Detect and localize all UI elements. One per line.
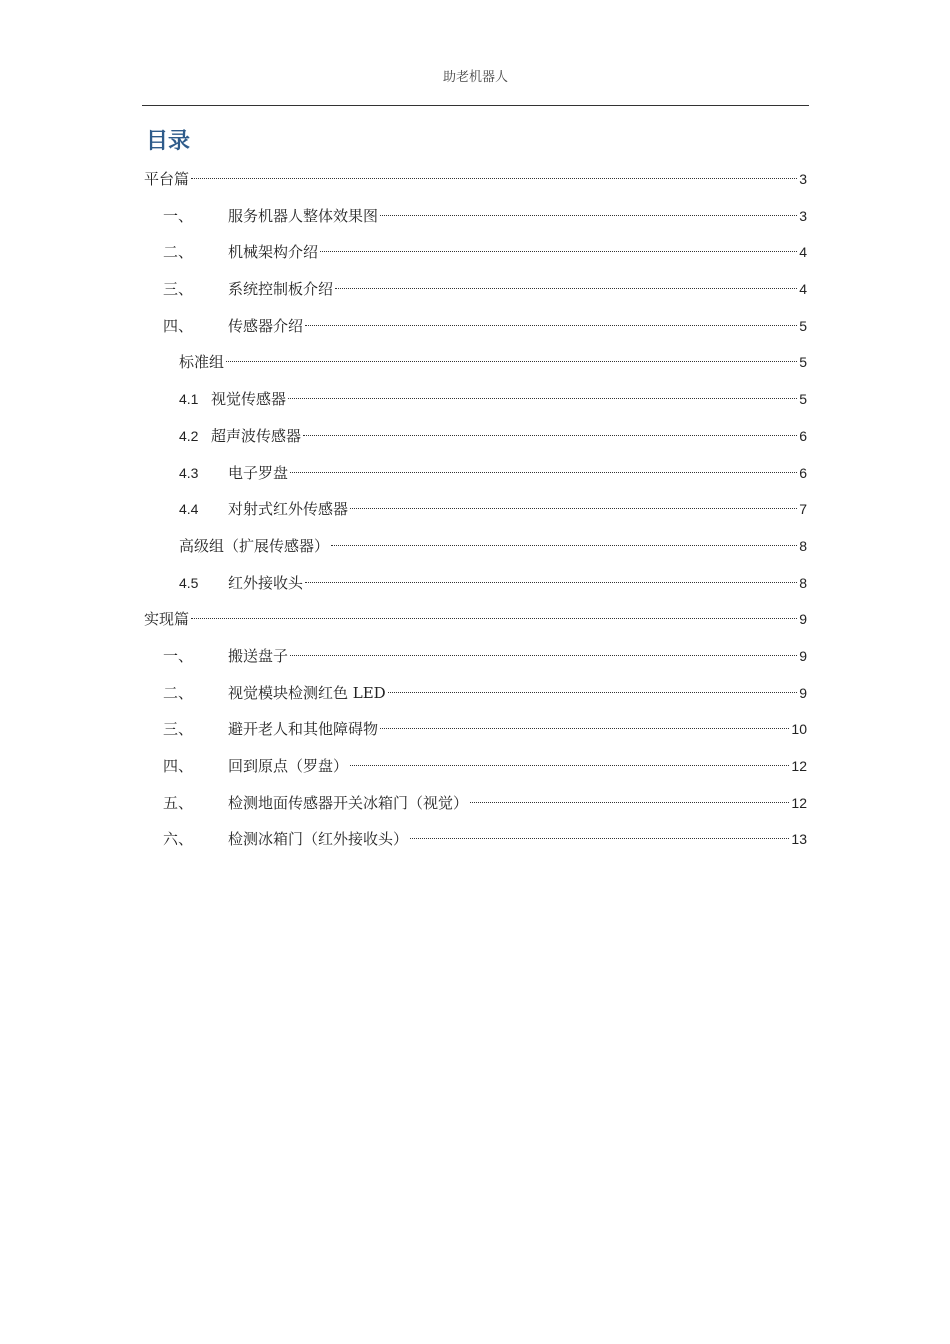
toc-entry-text: 高级组（扩展传感器）: [179, 536, 330, 555]
toc-entry-number: 六、: [163, 830, 194, 849]
toc-entry-number: 4.2: [179, 427, 199, 444]
toc-entry-number: 四、: [163, 757, 194, 775]
toc-dot-leader: [388, 692, 797, 693]
toc-entry-text: 检测地面传感器开关冰箱门（视觉）: [228, 793, 469, 812]
toc-entry-page: 9: [799, 647, 807, 664]
toc-entry-page: 8: [799, 537, 807, 554]
toc-entry-number: 一、: [163, 206, 194, 225]
toc-entry[interactable]: [142, 276, 807, 313]
toc-dot-leader: [410, 838, 789, 839]
toc-entry-number: 五、: [163, 793, 194, 812]
toc-dot-leader: [320, 251, 797, 252]
toc-entry-number: 4.3: [179, 464, 199, 481]
toc-dot-leader: [380, 728, 789, 729]
toc-entry[interactable]: [142, 753, 807, 790]
toc-entry[interactable]: [142, 166, 807, 203]
toc-entry-text: 检测冰箱门（红外接收头）: [228, 830, 409, 849]
toc-entry-number: 四、: [163, 316, 194, 335]
toc-entry-number: 一、: [163, 646, 194, 665]
toc-entry-number: 二、: [163, 243, 194, 262]
toc-entry-page: 4: [799, 281, 807, 298]
toc-entry[interactable]: [142, 790, 807, 827]
toc-entry[interactable]: [142, 643, 807, 680]
toc-entry[interactable]: [142, 680, 807, 717]
toc-entry-page: 12: [791, 794, 807, 811]
toc-entry-page: 10: [791, 721, 807, 738]
toc-entry-text: 超声波传感器: [211, 426, 302, 445]
toc-entry-page: 4: [799, 244, 807, 261]
toc-dot-leader: [335, 288, 797, 289]
toc-dot-leader: [305, 582, 797, 583]
toc-entry-text: 对射式红外传感器: [228, 500, 349, 519]
toc-entry-text: 避开老人和其他障碍物: [228, 720, 379, 739]
toc-entry-page: 8: [799, 574, 807, 591]
toc-entry-number: 三、: [163, 720, 194, 739]
toc-entry-page: 7: [799, 501, 807, 518]
toc-entry-page: 6: [799, 464, 807, 481]
toc-entry[interactable]: [142, 716, 807, 753]
toc-entry[interactable]: [142, 460, 807, 497]
toc-dot-leader: [290, 655, 797, 656]
toc-entry[interactable]: [142, 239, 807, 276]
toc-entry-number: 二、: [163, 683, 194, 702]
toc-entry[interactable]: [142, 203, 807, 240]
toc-entry-page: 13: [791, 831, 807, 848]
toc-entry-page: 5: [799, 354, 807, 371]
toc-entry-page: 3: [799, 171, 807, 187]
toc-entry-text: 视觉传感器: [211, 390, 287, 409]
toc-entry-text: 红外接收头: [228, 573, 304, 592]
toc-entry-text: 标准组: [179, 353, 225, 372]
toc-dot-leader: [470, 802, 789, 803]
header-rule: [142, 105, 809, 106]
page-header: 助老机器人: [442, 70, 508, 85]
toc-entry-text: 系统控制板介绍: [228, 280, 334, 299]
toc-entry-text: 回到原点（罗盘）: [228, 757, 349, 775]
toc-entry-number: 4.5: [179, 574, 199, 591]
toc-dot-leader: [226, 361, 797, 362]
toc-dot-leader: [191, 178, 797, 179]
toc-dot-leader: [380, 215, 797, 216]
toc-entry-text: 平台篇: [144, 170, 190, 188]
toc-entry[interactable]: [142, 313, 807, 350]
table-of-contents: [142, 166, 807, 863]
toc-entry[interactable]: [142, 496, 807, 533]
toc-dot-leader: [288, 398, 797, 399]
toc-entry[interactable]: [142, 570, 807, 607]
toc-entry[interactable]: [142, 533, 807, 570]
toc-dot-leader: [305, 325, 797, 326]
toc-entry-number: 4.1: [179, 391, 199, 408]
toc-entry[interactable]: [142, 386, 807, 423]
toc-entry[interactable]: [142, 349, 807, 386]
toc-entry-number: 4.4: [179, 501, 199, 518]
toc-dot-leader: [191, 618, 797, 619]
toc-entry-page: 9: [799, 684, 807, 701]
toc-entry-page: 9: [799, 611, 807, 628]
toc-entry[interactable]: [142, 826, 807, 863]
toc-entry-text: 视觉模块检测红色 LED: [228, 683, 386, 702]
toc-entry-number: 三、: [163, 280, 194, 299]
toc-dot-leader: [290, 472, 797, 473]
toc-dot-leader: [331, 545, 797, 546]
toc-entry-page: 3: [799, 207, 807, 224]
toc-entry-text: 机械架构介绍: [228, 243, 319, 262]
toc-entry-page: 5: [799, 317, 807, 334]
toc-entry-page: 6: [799, 427, 807, 444]
toc-dot-leader: [350, 508, 797, 509]
toc-title: 目录: [146, 129, 191, 154]
toc-entry-page: 5: [799, 391, 807, 408]
toc-dot-leader: [350, 765, 789, 766]
toc-entry-text: 服务机器人整体效果图: [228, 206, 379, 225]
toc-dot-leader: [303, 435, 797, 436]
toc-entry[interactable]: [142, 423, 807, 460]
toc-entry[interactable]: [142, 606, 807, 643]
toc-entry-text: 电子罗盘: [228, 463, 289, 482]
toc-entry-text: 实现篇: [144, 610, 190, 629]
toc-entry-page: 12: [791, 758, 807, 774]
toc-entry-text: 搬送盘子: [228, 646, 289, 665]
toc-entry-text: 传感器介绍: [228, 316, 304, 335]
